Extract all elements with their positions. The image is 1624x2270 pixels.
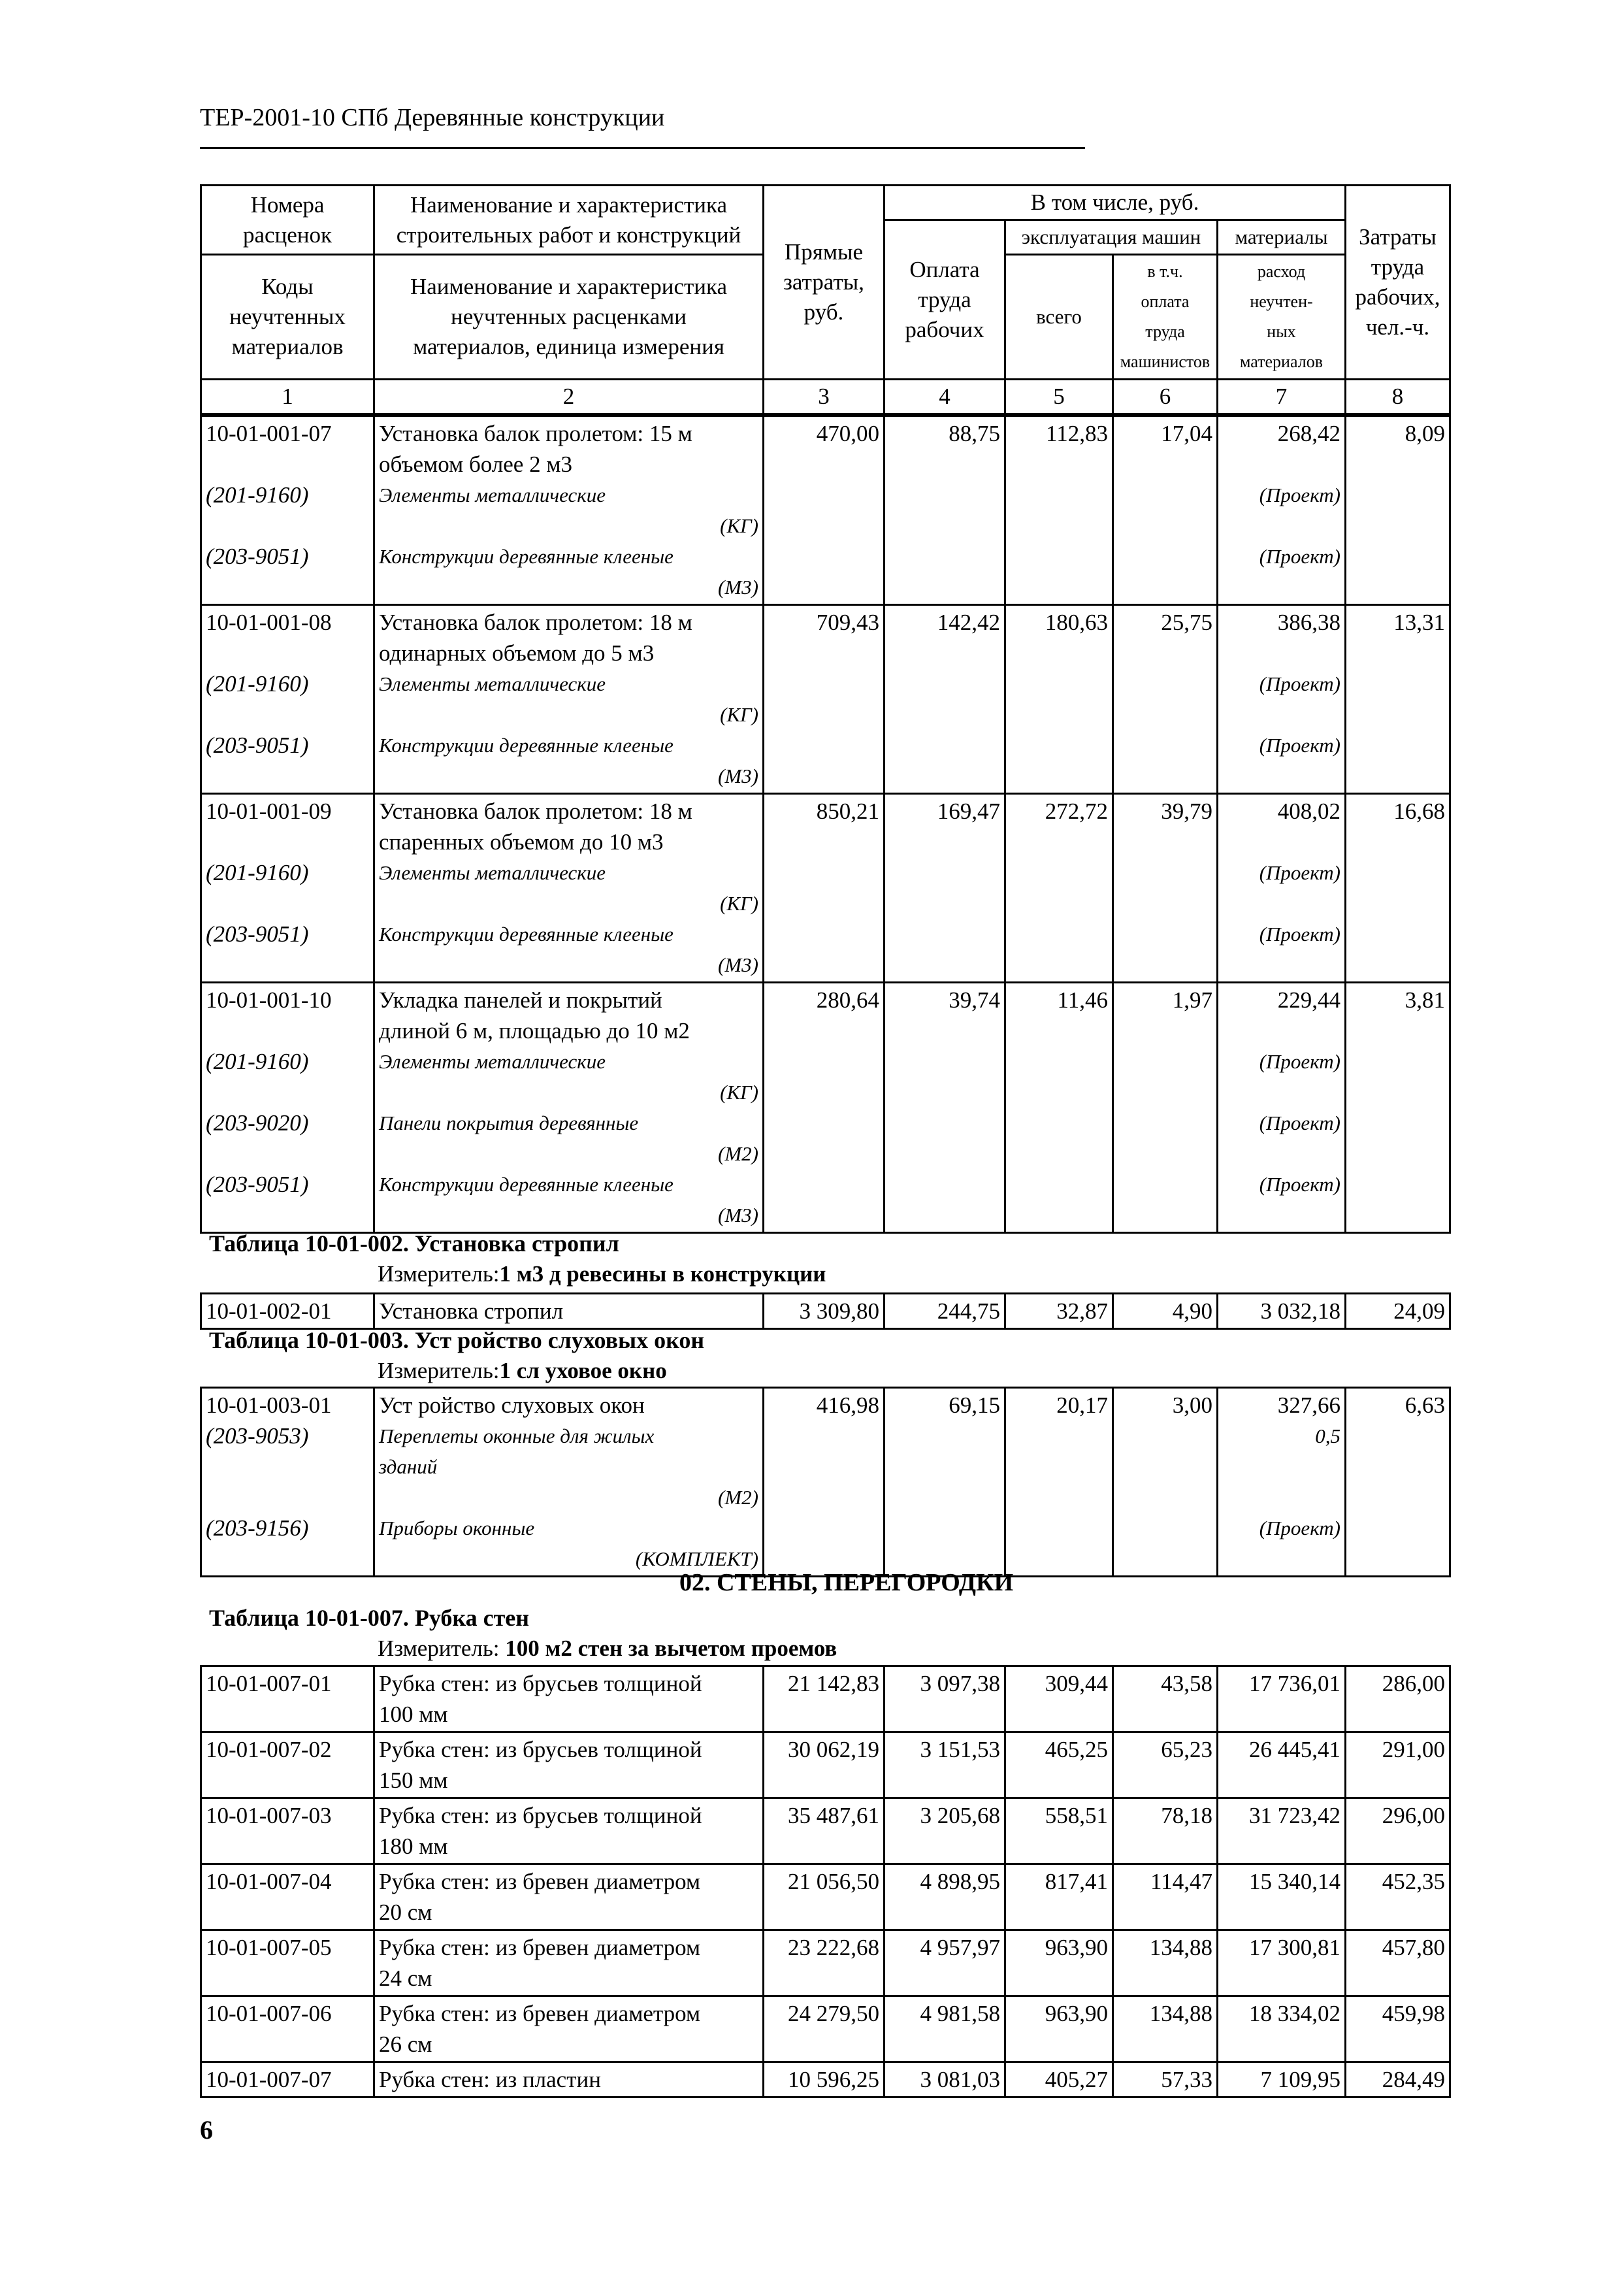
header-labor-hours: Затраты труда рабочих, чел.-ч. (1346, 186, 1450, 380)
rate-name: Уст ройство слуховых окон (379, 1392, 645, 1418)
labor-pay: 4 981,58 (885, 1996, 1005, 2062)
rates-table-002 (200, 1292, 1451, 1330)
rate-code: 10-01-007-02 (201, 1732, 374, 1798)
materials-cost: 17 300,81 (1218, 1930, 1346, 1996)
table-row (201, 1732, 1450, 1798)
table-row (201, 1666, 1450, 1732)
materials-cost: 26 445,41 (1218, 1732, 1346, 1798)
material-unit: (М2) (718, 1486, 758, 1509)
materials-cost: 3 032,18 (1218, 1294, 1346, 1329)
rate-code: 10-01-001-07 (206, 421, 332, 446)
material-name: Элементы металлические (379, 484, 606, 506)
table-row (201, 1930, 1450, 1996)
materials-cost: 327,66 (1277, 1392, 1340, 1418)
rate-name: Укладка панелей и покрытий (379, 987, 662, 1013)
rate-name: Рубка стен: из пластин (374, 2062, 764, 2097)
direct-costs: 30 062,19 (764, 1732, 885, 1798)
labor-pay: 3 205,68 (885, 1798, 1005, 1864)
machines-total: 963,90 (1005, 1996, 1113, 2062)
labor-hours: 284,49 (1346, 2062, 1450, 2097)
material-code: (203-9051) (206, 921, 309, 947)
machines-total: 405,27 (1005, 2062, 1113, 2097)
material-value: (Проект) (1259, 672, 1340, 695)
material-name: Панели покрытия деревянные (379, 1111, 639, 1134)
header-unaccounted-materials: расход неучтен- ных материалов (1218, 255, 1346, 380)
material-code: (203-9156) (206, 1515, 309, 1541)
materials-cost: 386,38 (1277, 610, 1340, 635)
material-name: Элементы металлические (379, 1050, 606, 1073)
material-code: (201-9160) (206, 482, 309, 508)
machinist-pay: 1,97 (1113, 983, 1218, 1233)
material-unit: (КГ) (720, 1081, 758, 1104)
machinist-pay: 17,04 (1113, 416, 1218, 605)
machinist-pay: 78,18 (1113, 1798, 1218, 1864)
material-name: Конструкции деревянные клееные (379, 734, 674, 757)
material-code: (203-9020) (206, 1110, 309, 1136)
rates-table-003 (200, 1387, 1451, 1577)
labor-hours: 6,63 (1346, 1388, 1450, 1577)
rate-code: 10-01-001-09 (206, 798, 332, 824)
direct-costs: 709,43 (764, 605, 885, 794)
header-machinist-pay: в т.ч. оплата труда машинистов (1113, 255, 1218, 380)
direct-costs: 470,00 (764, 416, 885, 605)
rate-name: Установка стропил (374, 1294, 764, 1329)
material-code: (203-9051) (206, 544, 309, 569)
machinist-pay: 3,00 (1113, 1388, 1218, 1577)
rate-code: 10-01-007-06 (201, 1996, 374, 2062)
material-name: Элементы металлические (379, 672, 606, 695)
header-rule (200, 147, 1085, 149)
machinist-pay: 65,23 (1113, 1732, 1218, 1798)
rate-code: 10-01-007-05 (201, 1930, 374, 1996)
labor-pay: 69,15 (885, 1388, 1005, 1577)
materials-cost: 17 736,01 (1218, 1666, 1346, 1732)
rate-name: Установка балок пролетом: 18 м (379, 798, 692, 824)
material-value: (Проект) (1259, 1173, 1340, 1196)
labor-hours: 3,81 (1346, 983, 1450, 1233)
rate-name: Установка балок пролетом: 15 м (379, 421, 692, 446)
header-including: В том числе, руб. (885, 186, 1346, 220)
labor-hours: 16,68 (1346, 794, 1450, 983)
material-code: (201-9160) (206, 671, 309, 697)
labor-hours: 24,09 (1346, 1294, 1450, 1329)
table-row (201, 1996, 1450, 2062)
table-row: 10-01-001-10 (201-9160) (203-9020) (203-9051) Укладка панелей и покрытий длиной 6 м, площадью до 10 м2 Элементы металлические (КГ) Панели покрытия деревянные (М2) Конструкции деревянные клееные (М3) 280,64 39,74 11,46 1,97 229,44 (Проект) (Проект) (Проект) 3,81 (201, 983, 1450, 1233)
material-name: Конструкции деревянные клееные (379, 1173, 674, 1196)
table-row: 10-01-001-07 (201-9160) (203-9051) Установка балок пролетом: 15 м объемом более 2 м3 Элементы металлические (КГ) Конструкции деревянные клееные (М3) 470,00 88,75 112,83 17,04 268,42 (Проект) (Проект) 8,09 (201, 416, 1450, 605)
material-unit: (М3) (718, 576, 758, 599)
labor-hours: 296,00 (1346, 1798, 1450, 1864)
rate-code: 10-01-007-01 (201, 1666, 374, 1732)
rate-code: 10-01-007-07 (201, 2062, 374, 2097)
direct-costs: 3 309,80 (764, 1294, 885, 1329)
materials-cost: 7 109,95 (1218, 2062, 1346, 2097)
material-unit: (КОМПЛЕКТ) (635, 1547, 758, 1570)
header-col2-bottom: Наименование и характеристика неучтенных расценками материалов, единица измерения (374, 255, 764, 380)
rate-code: 10-01-007-03 (201, 1798, 374, 1864)
machines-total: 32,87 (1005, 1294, 1113, 1329)
direct-costs: 21 056,50 (764, 1864, 885, 1930)
machinist-pay: 57,33 (1113, 2062, 1218, 2097)
material-unit: (КГ) (720, 514, 758, 537)
direct-costs: 10 596,25 (764, 2062, 885, 2097)
column-header-table (200, 184, 1451, 415)
table-row: 10-01-003-01 (203-9053) (203-9156) Уст ройство слуховых окон Переплеты оконные для жилых зданий (М2) Приборы оконные (КОМПЛЕКТ) 416,98 69,15 20,17 3,00 327,66 0,5 (Проект) 6,63 (201, 1388, 1450, 1577)
material-value: (Проект) (1259, 1050, 1340, 1073)
machinist-pay: 39,79 (1113, 794, 1218, 983)
labor-pay: 142,42 (885, 605, 1005, 794)
direct-costs: 21 142,83 (764, 1666, 885, 1732)
material-code: (203-9053) (206, 1423, 309, 1449)
labor-hours: 8,09 (1346, 416, 1450, 605)
labor-pay: 169,47 (885, 794, 1005, 983)
material-value: (Проект) (1259, 1111, 1340, 1134)
rate-name: Рубка стен: из брусьев толщиной 150 мм (374, 1732, 764, 1798)
labor-hours: 459,98 (1346, 1996, 1450, 2062)
material-value: (Проект) (1259, 1517, 1340, 1539)
material-value: (Проект) (1259, 484, 1340, 506)
direct-costs: 35 487,61 (764, 1798, 885, 1864)
machines-total: 112,83 (1005, 416, 1113, 605)
labor-pay: 3 097,38 (885, 1666, 1005, 1732)
rate-code: 10-01-007-04 (201, 1864, 374, 1930)
material-name: Конструкции деревянные клееные (379, 545, 674, 568)
labor-pay: 244,75 (885, 1294, 1005, 1329)
materials-cost: 229,44 (1277, 987, 1340, 1013)
header-col1-bottom: Коды неучтенных материалов (201, 255, 374, 380)
header-labor-pay: Оплата труда рабочих (885, 220, 1005, 380)
labor-hours: 13,31 (1346, 605, 1450, 794)
rate-code: 10-01-003-01 (206, 1392, 332, 1418)
labor-pay: 4 898,95 (885, 1864, 1005, 1930)
header-col2-top: Наименование и характеристика строительных работ и конструкций (374, 186, 764, 255)
rate-name: Рубка стен: из бревен диаметром 20 см (374, 1864, 764, 1930)
materials-cost: 268,42 (1277, 421, 1340, 446)
machinist-pay: 25,75 (1113, 605, 1218, 794)
labor-pay: 3 081,03 (885, 2062, 1005, 2097)
machinist-pay: 43,58 (1113, 1666, 1218, 1732)
rate-name: Рубка стен: из брусьев толщиной 100 мм (374, 1666, 764, 1732)
rate-code: 10-01-001-08 (206, 610, 332, 635)
table-row (201, 1864, 1450, 1930)
machinist-pay: 4,90 (1113, 1294, 1218, 1329)
machines-total: 309,44 (1005, 1666, 1113, 1732)
rate-name: Рубка стен: из брусьев толщиной 180 мм (374, 1798, 764, 1864)
section-title: 02. СТЕНЫ, ПЕРЕГОРОДКИ (679, 1569, 1014, 1596)
rate-code: 10-01-002-01 (201, 1294, 374, 1329)
machines-total: 20,17 (1005, 1388, 1113, 1577)
material-unit: (КГ) (720, 703, 758, 726)
material-code: (203-9051) (206, 1172, 309, 1197)
material-code: (203-9051) (206, 732, 309, 758)
page-number: 6 (200, 2115, 213, 2145)
material-value: (Проект) (1259, 861, 1340, 884)
machines-total: 465,25 (1005, 1732, 1113, 1798)
machines-total: 272,72 (1005, 794, 1113, 983)
labor-pay: 3 151,53 (885, 1732, 1005, 1798)
material-unit: (КГ) (720, 892, 758, 915)
materials-cost: 408,02 (1277, 798, 1340, 824)
material-name: Приборы оконные (379, 1517, 535, 1539)
machinist-pay: 134,88 (1113, 1996, 1218, 2062)
rate-name: Рубка стен: из бревен диаметром 26 см (374, 1996, 764, 2062)
machinist-pay: 114,47 (1113, 1864, 1218, 1930)
direct-costs: 23 222,68 (764, 1930, 885, 1996)
table-caption-007: Таблица 10-01-007. Рубка стен (209, 1605, 529, 1631)
table-row (201, 1294, 1450, 1329)
labor-hours: 457,80 (1346, 1930, 1450, 1996)
machines-total: 180,63 (1005, 605, 1113, 794)
materials-cost: 18 334,02 (1218, 1996, 1346, 2062)
rates-table-007 (200, 1665, 1451, 2098)
labor-hours: 452,35 (1346, 1864, 1450, 1930)
materials-cost: 31 723,42 (1218, 1798, 1346, 1864)
material-code: (201-9160) (206, 1049, 309, 1074)
material-value: (Проект) (1259, 734, 1340, 757)
direct-costs: 416,98 (764, 1388, 885, 1577)
header-col1-top: Номера расценок (201, 186, 374, 255)
table-row: 10-01-001-08 (201-9160) (203-9051) Установка балок пролетом: 18 м одинарных объемом до 5 м3 Элементы металлические (КГ) Конструкции деревянные клееные (М3) 709,43 142,42 180,63 25,75 386,38 (Проект) (Проект) 13,31 (201, 605, 1450, 794)
material-unit: (М3) (718, 953, 758, 976)
rate-name: Установка балок пролетом: 18 м (379, 610, 692, 635)
material-name: Конструкции деревянные клееные (379, 923, 674, 946)
machines-total: 963,90 (1005, 1930, 1113, 1996)
labor-pay: 4 957,97 (885, 1930, 1005, 1996)
labor-hours: 291,00 (1346, 1732, 1450, 1798)
rates-table-001 (200, 415, 1451, 1234)
material-code: (201-9160) (206, 860, 309, 885)
table-row (201, 1798, 1450, 1864)
document-header: ТЕР-2001-10 СПб Деревянные конструкции (200, 104, 665, 131)
machines-total: 11,46 (1005, 983, 1113, 1233)
rate-name: Рубка стен: из бревен диаметром 24 см (374, 1930, 764, 1996)
table-row: 10-01-001-09 (201-9160) (203-9051) Установка балок пролетом: 18 м спаренных объемом до 10 м3 Элементы металлические (КГ) Конструкции деревянные клееные (М3) 850,21 169,47 272,72 39,79 408,02 (Проект) (Проект) 16,68 (201, 794, 1450, 983)
material-unit: (М3) (718, 1204, 758, 1226)
meter-007: Измеритель: 100 м2 стен за вычетом проемов (378, 1636, 837, 1661)
header-materials: материалы (1218, 220, 1346, 255)
table-caption-002: Таблица 10-01-002. Установка стропил (209, 1230, 619, 1257)
material-value: 0,5 (1315, 1424, 1340, 1447)
table-caption-003: Таблица 10-01-003. Уст ройство слуховых окон (209, 1327, 705, 1353)
labor-pay: 88,75 (885, 416, 1005, 605)
header-machines: эксплуатация машин (1005, 220, 1218, 255)
direct-costs: 850,21 (764, 794, 885, 983)
meter-002: Измеритель:1 м3 д ревесины в конструкции (378, 1261, 826, 1287)
machinist-pay: 134,88 (1113, 1930, 1218, 1996)
labor-pay: 39,74 (885, 983, 1005, 1233)
material-unit: (М3) (718, 765, 758, 787)
material-name: Переплеты оконные для жилых (379, 1424, 655, 1447)
material-unit: (М2) (718, 1142, 758, 1165)
table-row (201, 2062, 1450, 2097)
machines-total: 558,51 (1005, 1798, 1113, 1864)
direct-costs: 280,64 (764, 983, 885, 1233)
meter-003: Измеритель:1 сл уховое окно (378, 1358, 667, 1383)
direct-costs: 24 279,50 (764, 1996, 885, 2062)
header-direct-costs: Прямые затраты, руб. (764, 186, 885, 380)
header-machines-total: всего (1005, 255, 1113, 380)
materials-cost: 15 340,14 (1218, 1864, 1346, 1930)
column-numbers-row: 1 2 3 4 5 6 7 8 (201, 380, 1450, 414)
material-name: Элементы металлические (379, 861, 606, 884)
machines-total: 817,41 (1005, 1864, 1113, 1930)
material-value: (Проект) (1259, 545, 1340, 568)
labor-hours: 286,00 (1346, 1666, 1450, 1732)
material-value: (Проект) (1259, 923, 1340, 946)
rate-code: 10-01-001-10 (206, 987, 332, 1013)
